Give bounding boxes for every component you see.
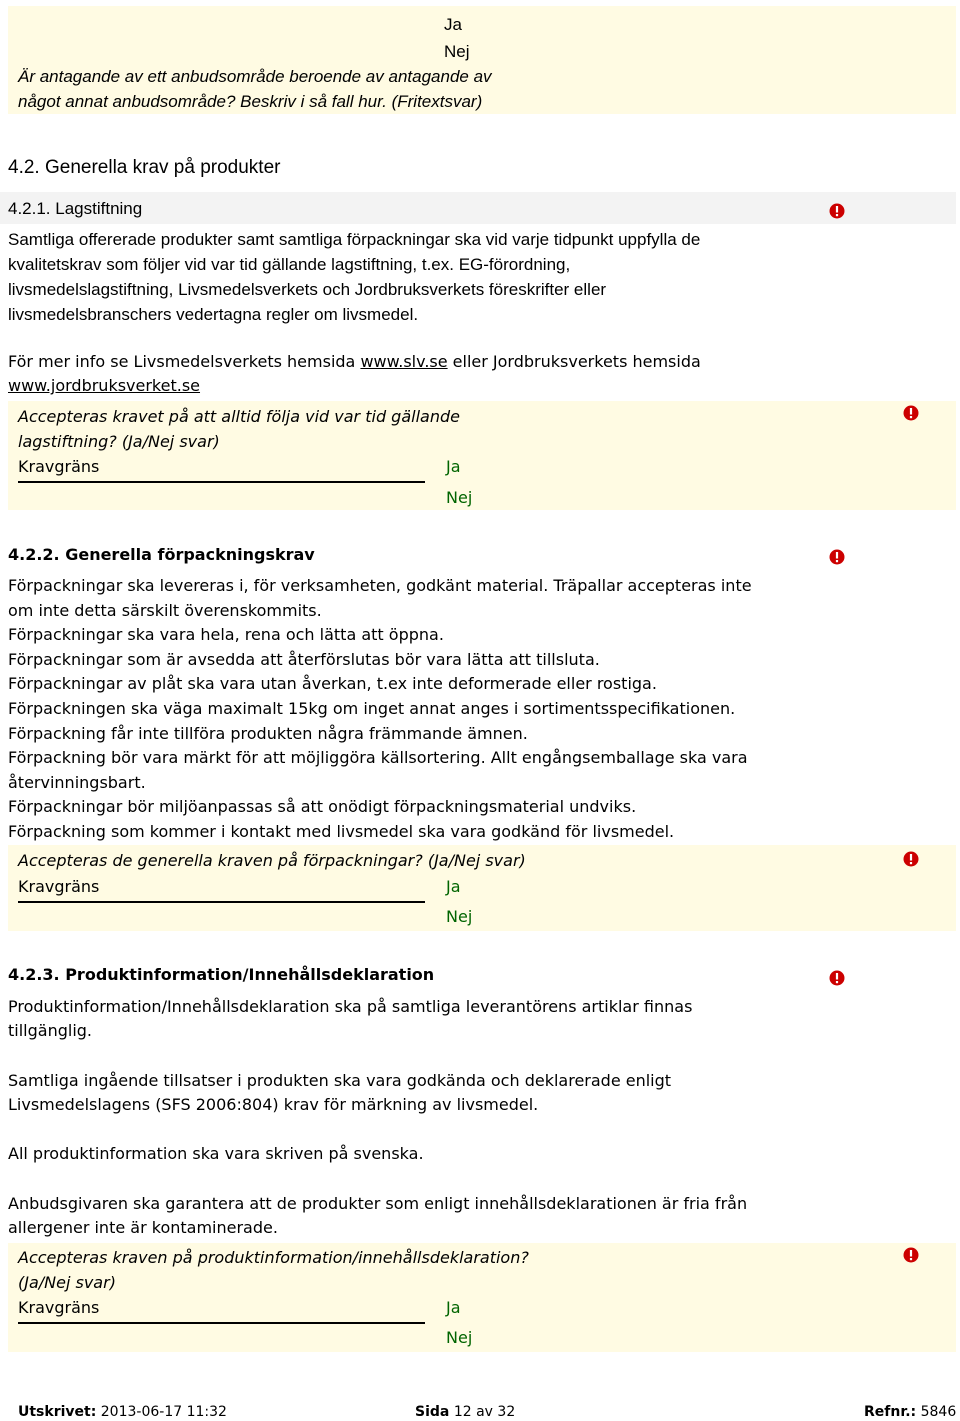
s423-kravgrans-label: Kravgräns [18,1298,100,1317]
warning-icon [829,970,845,986]
s423-heading: 4.2.3. Produktinformation/Innehållsdeklaration [8,965,435,984]
s423-paragraph: All produktinformation ska vara skriven på svenska. [8,1144,424,1163]
footer-refnr: Refnr.: 5846 [864,1404,957,1420]
s421-heading-bar [0,192,956,224]
s422-body: Förpackningar ska levereras i, för verksamheten, godkänt material. Träpallar accepteras inte om inte detta särskilt överenskommits. Förpackningar ska vara hela, rena och lätta att öppna. Förpackningar som är avsedda att återförslutas bör vara lätta att tillsluta. Förpackningar av plåt ska vara utan åverkan, t.ex inte deformerade eller rostiga. Förpackningen ska väga maximalt 15kg om inget annat anges i sortimentsspecifikationen. Förpackning får inte tillföra produkten några främmande ämnen. Förpackning bör vara märkt för att möjliggöra källsortering. Allt engångsemballage ska vara återvinningsbart. Förpackningar bör miljöanpassas så att onödigt förpackningsmaterial undviks. Förpackning som kommer i kontakt med livsmedel ska vara godkänd för livsmedel. [8,576,752,841]
s423-question-text: Accepteras kraven på produktinformation/innehållsdeklaration? (Ja/Nej svar) [18,1248,529,1292]
s423-paragraph: Samtliga ingående tillsatser i produkten ska vara godkända och deklarerade enligt Livsmedelslagens (SFS 2006:804) krav för märkning av livsmedel. [8,1071,672,1114]
warning-icon [829,549,845,565]
option-yes[interactable]: Ja [444,15,462,34]
s422-heading: 4.2.2. Generella förpackningskrav [8,545,315,564]
warning-icon [903,1247,919,1263]
s421-heading: 4.2.1. Lagstiftning [8,199,143,218]
s423-paragraph: Produktinformation/Innehållsdeklaration ska på samtliga leverantörens artiklar finnas tillgänglig. [8,997,693,1040]
footer-printed: Utskrivet: 2013-06-17 11:32 [18,1404,227,1420]
s421-answer-no[interactable]: Nej [446,488,473,507]
s421-info: För mer info se Livsmedelsverkets hemsida www.slv.se eller Jordbruksverkets hemsida www.jordbruksverket.se [8,352,701,395]
s422-answer-yes[interactable]: Ja [446,877,461,896]
s421-kravgrans-label: Kravgräns [18,457,100,476]
s422-kravgrans-label: Kravgräns [18,877,100,896]
top-question-options [444,11,470,65]
slv-link[interactable]: www.slv.se [360,352,448,371]
s423-kravgrans-line [18,1322,425,1324]
s421-body: Samtliga offererade produkter samt samtliga förpackningar ska vid varje tidpunkt uppfylla de kvalitetskrav som följer vid var tid gällande lagstiftning, t.ex. EG-förordning, livsmedelslagstiftning, Livsmedelsverkets och Jordbruksverkets föreskrifter eller livsmedelsbranschers vedertagna regler om livsmedel. [8,230,701,324]
warning-icon [829,203,845,219]
s423-answer-yes[interactable]: Ja [446,1298,461,1317]
top-question-text: Är antagande av ett anbudsområde beroende av antagande av något annat anbudsområde? Beskriv i så fall hur. (Fritextsvar) [18,67,492,111]
s421-question-text: Accepteras kravet på att alltid följa vid var tid gällande lagstiftning? (Ja/Nej svar) [18,407,460,451]
warning-icon [903,405,919,421]
s423-answer-no[interactable]: Nej [446,1328,473,1347]
s422-question-text: Accepteras de generella kraven på förpackningar? (Ja/Nej svar) [18,851,526,870]
footer-page: Sida 12 av 32 [415,1404,516,1420]
jordbruksverket-link[interactable]: www.jordbruksverket.se [8,376,201,395]
warning-icon [903,851,919,867]
option-no[interactable]: Nej [444,42,470,61]
s422-answer-no[interactable]: Nej [446,907,473,926]
s421-kravgrans-line [18,481,425,483]
s423-paragraph: Anbudsgivaren ska garantera att de produkter som enligt innehållsdeklarationen är fria från allergener inte är kontaminerade. [8,1194,748,1237]
s422-kravgrans-line [18,901,425,903]
s421-answer-yes[interactable]: Ja [446,457,461,476]
section-heading: 4.2. Generella krav på produkter [8,157,281,178]
